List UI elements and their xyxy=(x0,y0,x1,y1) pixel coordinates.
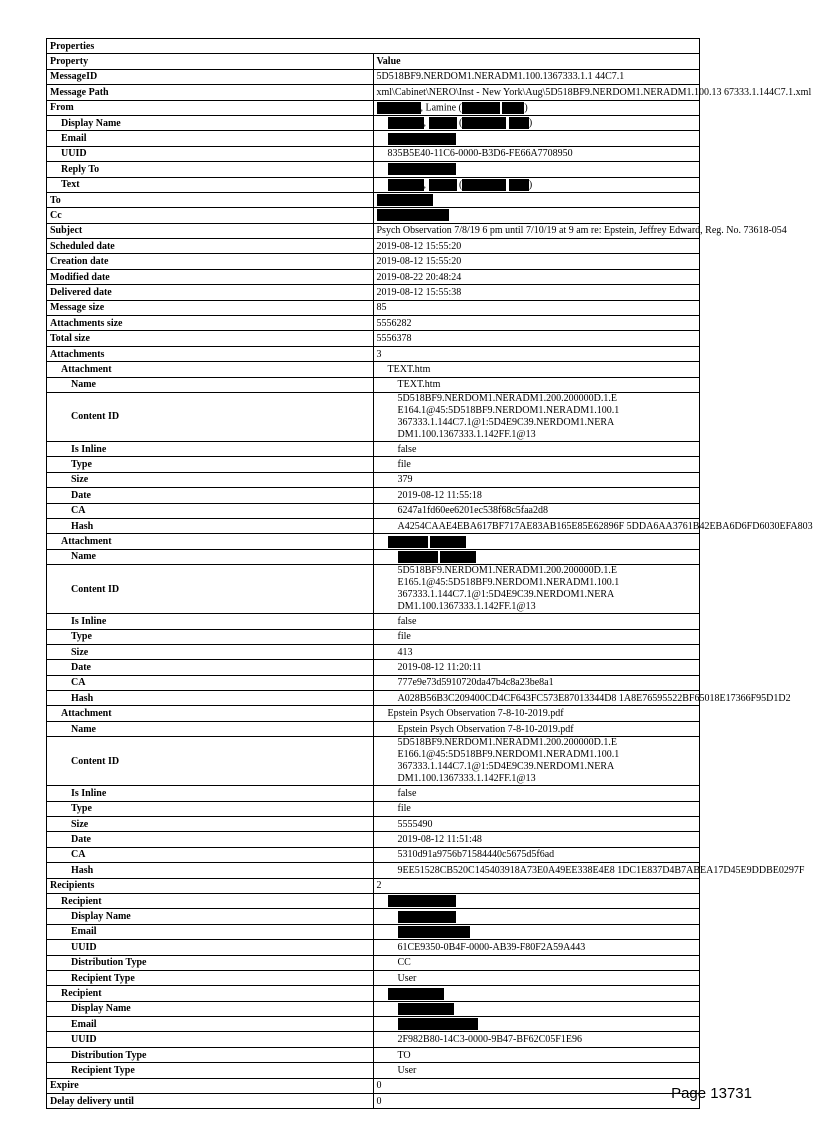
property-label: Hash xyxy=(47,863,374,878)
property-label: Expire xyxy=(47,1078,374,1093)
property-label: Reply To xyxy=(47,162,374,177)
property-label: Subject xyxy=(47,223,374,238)
redaction-block xyxy=(388,163,456,175)
attachment-hash: A028B56B3C209400CD4CF643FC573E87013344D8 1A8E76595522BF65018E17366F95D1D2 xyxy=(373,691,700,706)
attachment-title xyxy=(373,534,700,549)
attachment-size: 413 xyxy=(373,644,700,659)
recipient-email xyxy=(373,1017,700,1032)
property-label: Display Name xyxy=(47,909,374,924)
property-label: Recipient xyxy=(47,986,374,1001)
redaction-block xyxy=(509,179,529,191)
from-close: ) xyxy=(524,102,528,114)
redaction-block xyxy=(509,117,529,129)
property-label: From xyxy=(47,100,374,115)
property-label: Recipient Type xyxy=(47,970,374,985)
property-label: Distribution Type xyxy=(47,955,374,970)
redaction-block xyxy=(388,133,456,145)
attachment-name: TEXT.htm xyxy=(373,377,700,392)
attachment-title: Epstein Psych Observation 7-8-10-2019.pdf xyxy=(373,706,700,721)
attachment-ca: 5310d91a9756b71584440c5675d5f6ad xyxy=(373,847,700,862)
property-label: Is Inline xyxy=(47,441,374,456)
property-label: Type xyxy=(47,457,374,472)
property-label: Date xyxy=(47,660,374,675)
property-label: Cc xyxy=(47,208,374,223)
recipients-count-value: 2 xyxy=(373,878,700,893)
redaction-block xyxy=(388,988,444,1000)
redaction-block xyxy=(502,102,524,114)
property-label: Size xyxy=(47,644,374,659)
property-label: Attachment xyxy=(47,706,374,721)
property-label: Creation date xyxy=(47,254,374,269)
redaction-block xyxy=(429,179,457,191)
property-label: Hash xyxy=(47,518,374,533)
property-label: Delay delivery until xyxy=(47,1094,374,1109)
from-text: , Lamine ( xyxy=(420,102,462,114)
property-label: Content ID xyxy=(47,565,374,614)
redaction-block xyxy=(440,551,476,563)
delivered-date-value: 2019-08-12 15:55:38 xyxy=(373,285,700,300)
attachment-date: 2019-08-12 11:51:48 xyxy=(373,832,700,847)
redaction-block xyxy=(388,179,424,191)
recipient-email xyxy=(373,924,700,939)
subject-value: Psych Observation 7/8/19 6 pm until 7/10/19 at 9 am re: Epstein, Jeffrey Edward, Reg. No. 73618-054 xyxy=(373,223,700,238)
attachment-content-id: 5D518BF9.NERDOM1.NERADM1.200.200000D.1.E E166.1@45:5D518BF9.NERDOM1.NERADM1.100.1 367333.1.144C7.1@1:5D4E9C39.NERDOM1.NERA DM1.100.1367333.1.142FF.1@13 xyxy=(373,737,700,786)
message-path-value: xml\Cabinet\NERO\Inst - New York\Aug\5D518BF9.NERDOM1.NERADM1.100.13 67333.1.144C7.1.xml xyxy=(373,85,700,100)
property-label: UUID xyxy=(47,146,374,161)
property-label: Is Inline xyxy=(47,614,374,629)
property-label: Date xyxy=(47,488,374,503)
property-label: Date xyxy=(47,832,374,847)
property-label: Text xyxy=(47,177,374,192)
redaction-block xyxy=(388,536,428,548)
attachment-hash: 9EE51528CB520C145403918A73E0A49EE338E4E8 1DC1E837D4B7ABEA17D45E9DDBE0297F xyxy=(373,863,700,878)
redaction-block xyxy=(388,117,424,129)
expire-value: 0 xyxy=(373,1078,700,1093)
property-label: Content ID xyxy=(47,392,374,441)
attachment-type: file xyxy=(373,629,700,644)
attachment-is-inline: false xyxy=(373,441,700,456)
attachment-content-id: 5D518BF9.NERDOM1.NERADM1.200.200000D.1.E E165.1@45:5D518BF9.NERDOM1.NERADM1.100.1 367333.1.144C7.1@1:5D4E9C39.NERDOM1.NERA DM1.100.1367333.1.142FF.1@13 xyxy=(373,565,700,614)
reply-to-value xyxy=(373,162,700,177)
attachment-name xyxy=(373,549,700,564)
recipient-type: User xyxy=(373,1063,700,1078)
attachment-hash: A4254CAAE4EBA617BF717AE83AB165E85E62896F 5DDA6AA3761B42EBA6D6FD6030EFA803 xyxy=(373,518,700,533)
property-label: Size xyxy=(47,817,374,832)
recipient-display-name xyxy=(373,1001,700,1016)
recipient-distribution-type: CC xyxy=(373,955,700,970)
property-label: Name xyxy=(47,721,374,736)
header-value: Value xyxy=(373,54,700,69)
property-label: Content ID xyxy=(47,737,374,786)
messageid-value: 5D518BF9.NERDOM1.NERADM1.100.1367333.1.1 44C7.1 xyxy=(373,69,700,84)
property-label: Name xyxy=(47,377,374,392)
redaction-block xyxy=(398,926,470,938)
property-label: Name xyxy=(47,549,374,564)
redaction-block xyxy=(377,209,449,221)
property-label: Email xyxy=(47,924,374,939)
property-label: Type xyxy=(47,629,374,644)
property-label: Type xyxy=(47,801,374,816)
property-label: Attachment xyxy=(47,534,374,549)
recipient-display-name xyxy=(373,909,700,924)
recipient-uuid: 61CE9350-0B4F-0000-AB39-F80F2A59A443 xyxy=(373,940,700,955)
attachments-size-value: 5556282 xyxy=(373,316,700,331)
attachment-date: 2019-08-12 11:55:18 xyxy=(373,488,700,503)
table-title: Properties xyxy=(47,39,700,54)
property-label: Recipients xyxy=(47,878,374,893)
redaction-block xyxy=(388,895,456,907)
attachment-is-inline: false xyxy=(373,786,700,801)
property-label: Display Name xyxy=(47,115,374,130)
recipient-uuid: 2F982B80-14C3-0000-9B47-BF62C05F1E96 xyxy=(373,1032,700,1047)
modified-date-value: 2019-08-22 20:48:24 xyxy=(373,269,700,284)
property-label: Total size xyxy=(47,331,374,346)
cc-value xyxy=(373,208,700,223)
property-label: Distribution Type xyxy=(47,1047,374,1062)
redaction-block xyxy=(377,102,421,114)
recipient-value xyxy=(373,893,700,908)
redaction-block xyxy=(398,551,438,563)
redaction-block xyxy=(462,102,500,114)
header-property: Property xyxy=(47,54,374,69)
property-label: CA xyxy=(47,847,374,862)
attachment-ca: 6247a1fd60ee6201ec538f68c5faa2d8 xyxy=(373,503,700,518)
redaction-block xyxy=(462,117,506,129)
message-size-value: 85 xyxy=(373,300,700,315)
property-label: Recipient xyxy=(47,893,374,908)
redaction-block xyxy=(430,536,466,548)
property-label: Modified date xyxy=(47,269,374,284)
from-display-name-value: , ( ) xyxy=(373,115,700,130)
recipient-type: User xyxy=(373,970,700,985)
property-label: Attachments xyxy=(47,346,374,361)
property-label: Recipient Type xyxy=(47,1063,374,1078)
attachment-title: TEXT.htm xyxy=(373,362,700,377)
attachment-size: 5555490 xyxy=(373,817,700,832)
property-label: CA xyxy=(47,675,374,690)
page-number: Page 13731 xyxy=(671,1085,752,1102)
property-label: Display Name xyxy=(47,1001,374,1016)
attachment-ca: 777e9e73d5910720da47b4c8a23be8a1 xyxy=(373,675,700,690)
redaction-block xyxy=(462,179,506,191)
attachment-size: 379 xyxy=(373,472,700,487)
property-label: Is Inline xyxy=(47,786,374,801)
redaction-block xyxy=(398,911,456,923)
property-label: Scheduled date xyxy=(47,239,374,254)
redaction-block xyxy=(398,1003,454,1015)
property-label: Attachments size xyxy=(47,316,374,331)
property-label: Delivered date xyxy=(47,285,374,300)
property-label: To xyxy=(47,192,374,207)
attachment-name: Epstein Psych Observation 7-8-10-2019.pdf xyxy=(373,721,700,736)
to-value xyxy=(373,192,700,207)
from-email-value xyxy=(373,131,700,146)
recipient-distribution-type: TO xyxy=(373,1047,700,1062)
redaction-block xyxy=(429,117,457,129)
property-label: CA xyxy=(47,503,374,518)
attachment-type: file xyxy=(373,457,700,472)
attachment-is-inline: false xyxy=(373,614,700,629)
property-label: Email xyxy=(47,131,374,146)
total-size-value: 5556378 xyxy=(373,331,700,346)
attachment-content-id: 5D518BF9.NERDOM1.NERADM1.200.200000D.1.E E164.1@45:5D518BF9.NERDOM1.NERADM1.100.1 367333.1.144C7.1@1:5D4E9C39.NERDOM1.NERA DM1.100.1367333.1.142FF.1@13 xyxy=(373,392,700,441)
property-label: Email xyxy=(47,1017,374,1032)
property-label: UUID xyxy=(47,1032,374,1047)
attachment-type: file xyxy=(373,801,700,816)
property-label: Message Path xyxy=(47,85,374,100)
delay-delivery-value: 0 xyxy=(373,1094,700,1109)
attachments-count-value: 3 xyxy=(373,346,700,361)
redaction-block xyxy=(398,1018,478,1030)
from-text-value: , ( ) xyxy=(373,177,700,192)
creation-date-value: 2019-08-12 15:55:20 xyxy=(373,254,700,269)
property-label: Size xyxy=(47,472,374,487)
property-label: Attachment xyxy=(47,362,374,377)
property-label: Message size xyxy=(47,300,374,315)
property-label: Hash xyxy=(47,691,374,706)
from-uuid-value: 835B5E40-11C6-0000-B3D6-FE66A7708950 xyxy=(373,146,700,161)
recipient-value xyxy=(373,986,700,1001)
scheduled-date-value: 2019-08-12 15:55:20 xyxy=(373,239,700,254)
redaction-block xyxy=(377,194,433,206)
property-label: MessageID xyxy=(47,69,374,84)
from-value xyxy=(373,100,700,115)
attachment-date: 2019-08-12 11:20:11 xyxy=(373,660,700,675)
property-label: UUID xyxy=(47,940,374,955)
